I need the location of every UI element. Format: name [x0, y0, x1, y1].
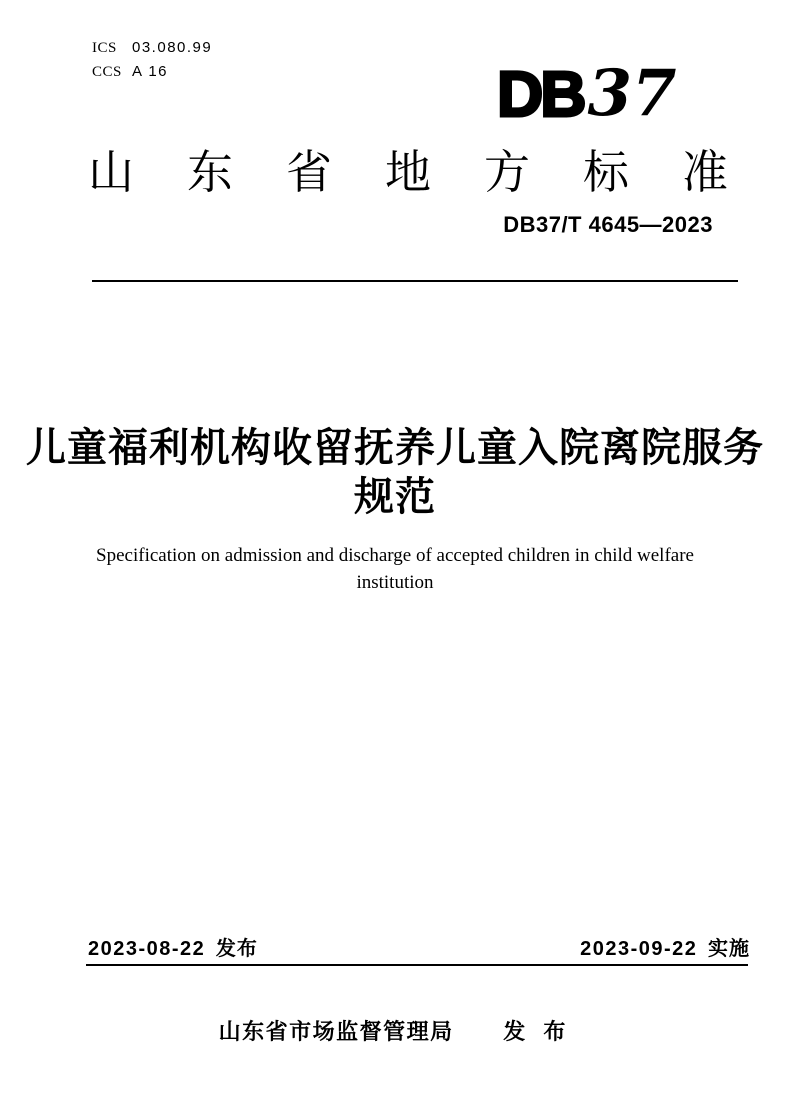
ccs-label: CCS: [92, 64, 122, 80]
classification-codes: [92, 36, 212, 84]
document-title-cn: [0, 424, 790, 522]
ics-label: ICS: [92, 40, 117, 56]
standard-number: DB37/T 4645—2023: [503, 212, 713, 237]
publisher-action: 发 布: [503, 1019, 572, 1044]
release-date-suffix: 发布: [215, 938, 258, 960]
document-title-cn-line2: 规范: [354, 475, 436, 519]
implementation-date-suffix: 实施: [708, 938, 750, 960]
standard-type-heading: 山东省地方标准: [88, 146, 728, 198]
release-date: [88, 936, 258, 962]
document-title-en-line1: Specification on admission and discharge of accepted children in child welfare: [96, 545, 694, 566]
header-divider-line: [92, 280, 738, 282]
ics-row: [92, 36, 212, 60]
db37-logo: [497, 56, 677, 131]
implementation-date-value: 2023-09-22: [580, 938, 698, 960]
db37-logo-prefix: DB: [497, 58, 584, 130]
document-title-cn-line1: 儿童福利机构收留抚养儿童入院离院服务: [26, 426, 764, 470]
ccs-row: [92, 60, 212, 84]
publisher-row: [0, 1015, 790, 1046]
release-date-value: 2023-08-22: [88, 938, 206, 960]
ccs-value: A 16: [132, 63, 169, 80]
ics-value: 03.080.99: [132, 39, 213, 56]
document-title-en-line2: institution: [356, 572, 434, 593]
dates-row: [88, 936, 750, 962]
document-title-en: [95, 542, 695, 596]
db37-logo-region-code: 37: [587, 56, 677, 131]
publisher-name: 山东省市场监督管理局: [218, 1019, 454, 1044]
implementation-date: [580, 936, 750, 962]
footer-divider-line: [86, 964, 748, 966]
